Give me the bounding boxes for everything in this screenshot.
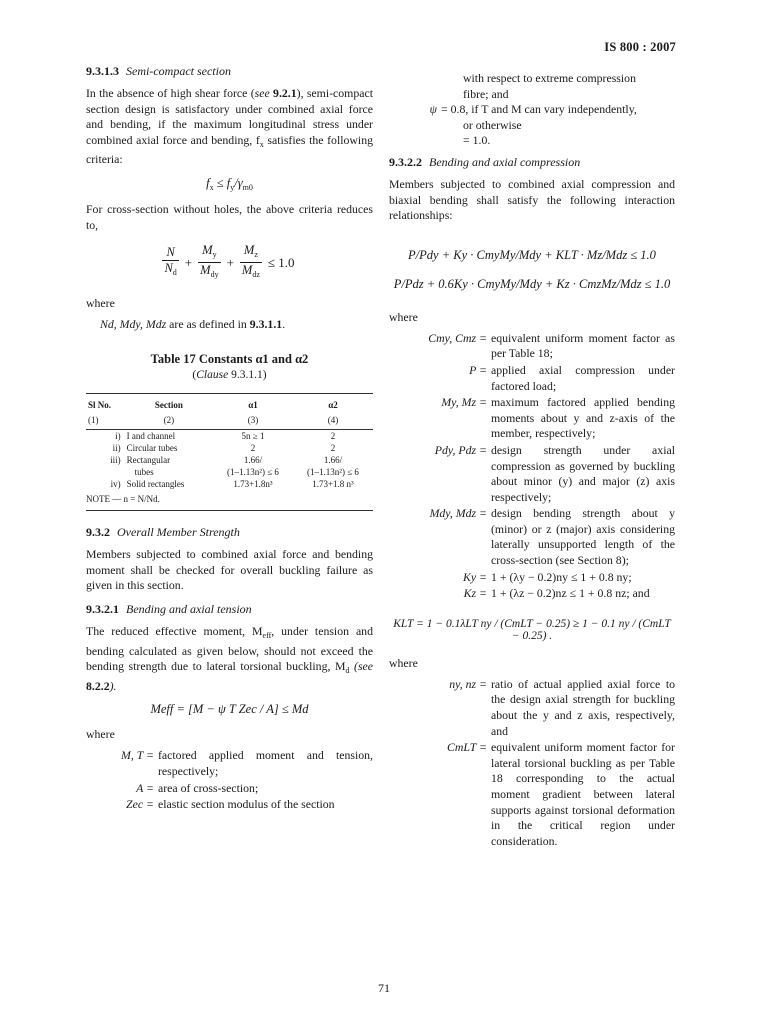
right-column: with respect to extreme compression fibre; and ψ = 0.8, if T and M can vary independently, or otherwise = 1.0. 9.3.2.2 Bending and axial compression Members subjected to combined axial compression and biaxial bending shall satisfy the following interaction relationships: P/Pdy + Ky · CmyMy/Mdy + KLT · Mz/Mdz ≤ 1.0 P/Pdz + 0.6Ky · CmyMy/Mdy + Kz · CmzMz/Mdz ≤ 1.0 where Cmy, Cmz = equivalent uniform moment factor as per Table 18; P = applied axial compression under factored load; My, Mz = maximum factored applied bending moments about y and z-axis of the member, respectively; Pdy, Pdz = design strength under axial compression as governed by buckling about minor (y) and major (z) axis respectively; Mdy, Mdz = design bending strength about y (minor) or z (major) axis considering laterally unsupported length of the cross-section (see Section 8); Ky = 1 + (λy − 0.2)ny ≤ 1 + 0.8 ny; Kz = 1 + (λz − 0.2)nz ≤ 1 + 0.8 nz; and KLT = 1 − 0.1λLT ny / (CmLT − 0.25) ≥ 1 − 0.1 ny / (CmLT − 0.25) . where ny, nz = ratio of actual applied axial force to the design axial strength for buckling about the y and z axis, respectively, and CmLT = equivalent uniform moment factor for lateral torsional buckling as per Table 18 corresponding to the actual moment gradient between lateral supports against torsional deformation in the critical region under consideration. (389, 71, 675, 848)
interaction-equation-semi-compact: $\frac{N}{N_d}$ + $\frac{M_y}{M_{dy}}$ + $\frac{M_z}{M_{dz}}$ ≤ 1.0 (164, 243, 295, 280)
semi-compact-paragraph: In the absence of high shear force (see 9.2.1), semi-compact section design is satisfactory under combined axial force and bending, if the maximum longitudinal stress under combined axial force and bending, $f_x$ satisfies the following criteria: (86, 86, 374, 167)
table-header-alpha2: α2 (293, 394, 373, 413)
table-row: iv) Solid rectangles 1.73+1.8n³ 1.73+1.8 n³ (110, 479, 354, 490)
section-heading-9-3-2-1 (86, 602, 373, 617)
definition-row: Mdy, Mdz = design bending strength about y (minor) or z (major) axis considering laterally unsupported length of the cross-section (see Section 8); (429, 506, 675, 568)
definition-row: Cmy, Cmz = equivalent uniform moment factor as per Table 18; (428, 330, 675, 361)
definition-row: P = applied axial compression under factored load; (469, 362, 675, 393)
definition-row: ny, nz = ratio of actual applied axial force to the design axial strength for buckling about the y and z axis, respectively, and (449, 676, 675, 738)
where-label: where (86, 727, 115, 742)
definition-list (86, 748, 373, 812)
axial-tension-paragraph: The reduced effective moment, $M_{eff}$, under tension and bending calculated as given below, should not exceed the bending strength due to lateral torsional buckling, $M_d$ (see 8.2.2). (86, 623, 374, 693)
definition-row: Zec = elastic section modulus of the section (126, 797, 335, 812)
stress-criteria-equation: $f_x \le f_y/\gamma_{m0}$ (206, 175, 253, 192)
table-17-clause: (Clause 9.3.1.1) (192, 369, 267, 382)
definition-list (389, 331, 675, 602)
where-label: where (86, 296, 115, 311)
continued-text: fibre; and (463, 86, 509, 101)
axial-compression-paragraph: Members subjected to combined axial compression and biaxial bending shall satisfy the following interaction relationships: (389, 176, 675, 223)
where-label: where (389, 309, 418, 324)
definition-row: CmLT = equivalent uniform moment factor for lateral torsional buckling as per Table 18 corresponding to the actual moment gradient between lateral supports against torsional deformation in the critical region under consideration. (447, 740, 675, 848)
klt-equation: KLT = 1 − 0.1λLT ny / (CmLT − 0.25) ≥ 1 − 0.1 ny / (CmLT − 0.25) . (393, 617, 671, 642)
reduced-moment-equation: Meff = [M − ψ T Zec / A] ≤ Md (150, 702, 309, 717)
section-number: 9.3.2.1 (86, 601, 119, 616)
continued-text: with respect to extreme compression (463, 71, 636, 85)
section-number: 9.3.2.2 (389, 154, 422, 169)
section-heading-9-3-2 (86, 525, 373, 540)
interaction-equation-1: P/Pdy + Ky · CmyMy/Mdy + KLT · Mz/Mdz ≤ 1.0 (408, 247, 656, 262)
definition-row: Ky = 1 + (λy − 0.2)ny ≤ 1 + 0.8 ny; (462, 569, 632, 584)
table-row: iii) Rectangular 1.66/ 1.66/ (110, 455, 343, 466)
section-title: Bending and axial compression (429, 154, 581, 169)
table-17: Sl No. Section α1 α2 (1) (2) (3) (4) i) I and channel 5n ≥ 1 2 ii) Circular tubes 2 2 iii) Rectangular 1.66/ 1.66/ tubes (1–1.13n²) ≤ 6 (1–1.13n²) ≤ 6 iv) Solid rectangles 1.73+1.8n³ 1.73+1.8 n³ (86, 393, 373, 490)
left-column (86, 64, 373, 814)
definition-list (389, 677, 675, 850)
section-heading-9-3-2-2 (389, 155, 675, 170)
interaction-equation-2: P/Pdz + 0.6Ky · CmyMy/Mdy + Kz · CmzMz/Mdz ≤ 1.0 (393, 276, 671, 291)
table-header-sl: Sl No. (86, 394, 125, 413)
standard-code: IS 800 : 2007 (604, 40, 676, 54)
table-note: NOTE — n = N/Nd. (86, 494, 373, 511)
definition-row: A = area of cross-section; (136, 780, 259, 795)
table-17-title: Table 17 Constants α1 and α2 (150, 352, 309, 367)
table-row: ii) Circular tubes 2 2 (112, 443, 336, 454)
section-title: Semi-compact section (126, 64, 231, 78)
table-header-section: Section (125, 394, 213, 413)
psi-definition: ψ = 0.8, if T and M can vary independently, (429, 102, 637, 117)
overall-strength-paragraph: Members subjected to combined axial force and bending moment shall be checked for overall buckling failure as given in this section. (86, 547, 373, 593)
definition-row: M, T = factored applied moment and tension, respectively; (121, 748, 373, 778)
where-label: where (389, 655, 418, 670)
section-number: 9.3.2 (86, 525, 110, 540)
definition-row: Kz = 1 + (λz − 0.2)nz ≤ 1 + 0.8 nz; and (463, 586, 650, 601)
section-number: 9.3.1.3 (86, 64, 119, 78)
table-header-alpha1: α1 (213, 394, 293, 413)
criteria-reduction-paragraph: For cross-section without holes, the above criteria reduces to, (86, 201, 373, 232)
section-title: Bending and axial tension (126, 601, 252, 616)
table-row: i) I and channel 5n ≥ 1 2 (115, 431, 336, 442)
definition-row: Pdy, Pdz = design strength under axial compression as governed by buckling about minor (y) and major (z) axis respectively; (434, 442, 675, 504)
where-definition-line: Nd, Mdy, Mdz are as defined in 9.3.1.1. (100, 317, 286, 332)
section-heading-9-3-1-3 (86, 64, 373, 79)
page-number: 71 (378, 981, 390, 995)
table-row: tubes (1–1.13n²) ≤ 6 (1–1.13n²) ≤ 6 (134, 467, 359, 478)
section-title: Overall Member Strength (117, 525, 240, 540)
definition-row: My, Mz = maximum factored applied bending moments about y and z-axis of the member, respectively; (441, 395, 675, 441)
